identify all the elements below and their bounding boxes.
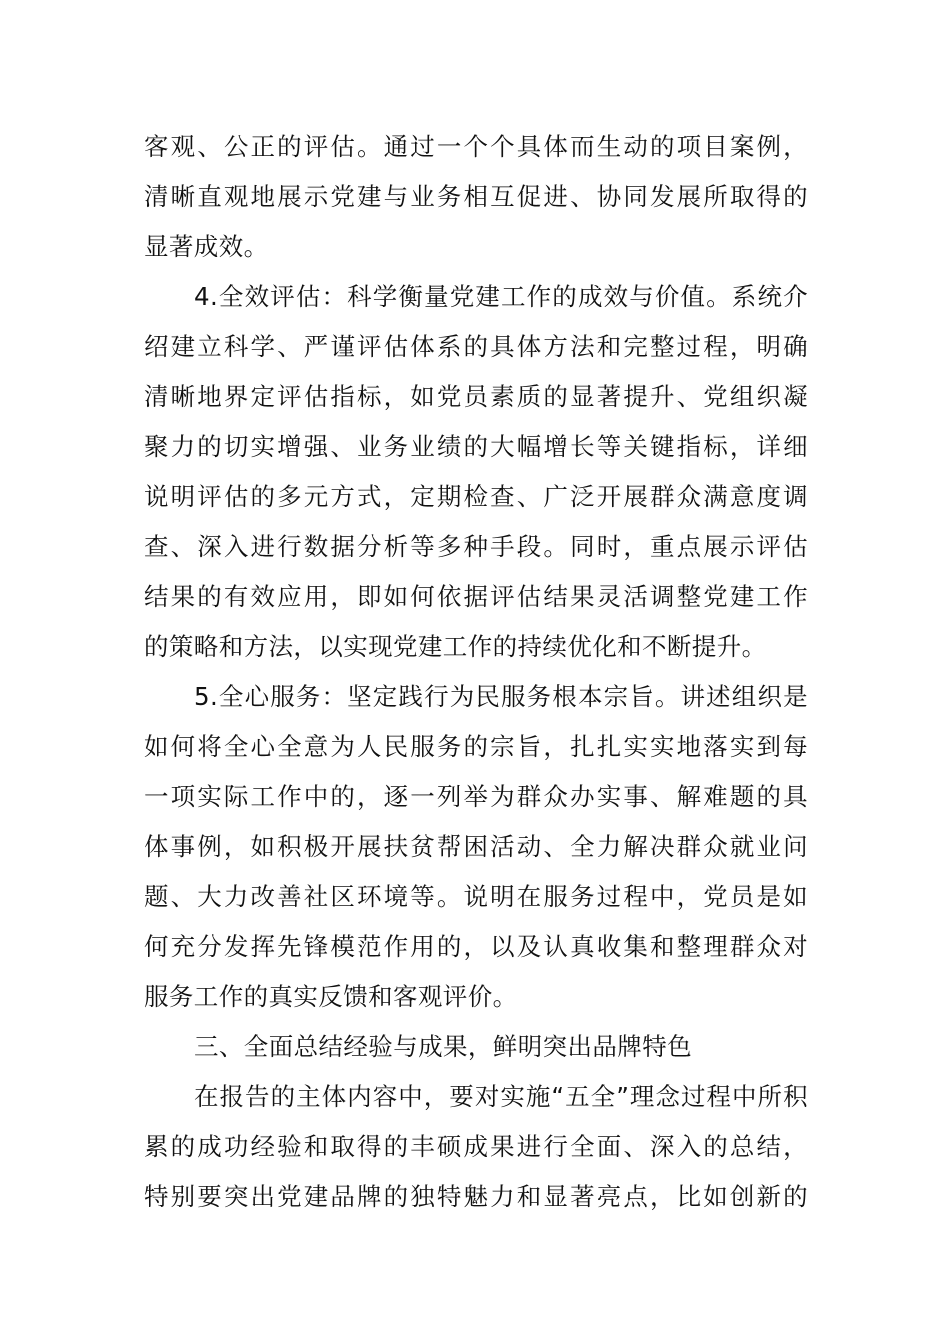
text-line: 服务工作的真实反馈和客观评价。 [144, 982, 518, 1011]
text-line: 聚力的切实增强、业务业绩的大幅增长等关键指标，详细 [144, 432, 808, 461]
text-line: 结果的有效应用，即如何依据评估结果灵活调整党建工作 [144, 582, 808, 611]
text-line: 如何将全心全意为人民服务的宗旨，扎扎实实地落实到每 [144, 732, 808, 761]
text-line: 三、全面总结经验与成果，鲜明突出品牌特色 [194, 1032, 692, 1061]
text-line: 何充分发挥先锋模范作用的，以及认真收集和整理群众对 [144, 932, 808, 961]
text-line: 特别要突出党建品牌的独特魅力和显著亮点，比如创新的 [144, 1182, 808, 1211]
text-line: 查、深入进行数据分析等多种手段。同时，重点展示评估 [144, 532, 808, 561]
text-line: 4.全效评估：科学衡量党建工作的成效与价值。系统介 [194, 282, 808, 311]
text-line: 一项实际工作中的，逐一列举为群众办实事、解难题的具 [144, 782, 808, 811]
text-line: 体事例，如积极开展扶贫帮困活动、全力解决群众就业问 [144, 832, 808, 861]
text-line: 5.全心服务：坚定践行为民服务根本宗旨。讲述组织是 [194, 682, 808, 711]
text-line: 累的成功经验和取得的丰硕成果进行全面、深入的总结， [144, 1132, 808, 1161]
text-line: 清晰直观地展示党建与业务相互促进、协同发展所取得的 [144, 182, 808, 211]
text-line: 的策略和方法，以实现党建工作的持续优化和不断提升。 [144, 632, 767, 661]
text-line: 清晰地界定评估指标，如党员素质的显著提升、党组织凝 [144, 382, 808, 411]
text-line: 绍建立科学、严谨评估体系的具体方法和完整过程，明确 [144, 332, 808, 361]
text-line: 客观、公正的评估。通过一个个具体而生动的项目案例， [144, 132, 808, 161]
text-line: 在报告的主体内容中，要对实施“五全”理念过程中所积 [194, 1082, 808, 1111]
body-text [144, 122, 808, 1222]
text-line: 题、大力改善社区环境等。说明在服务过程中，党员是如 [144, 882, 808, 911]
text-line: 说明评估的多元方式，定期检查、广泛开展群众满意度调 [144, 482, 808, 511]
text-line: 显著成效。 [144, 232, 269, 261]
